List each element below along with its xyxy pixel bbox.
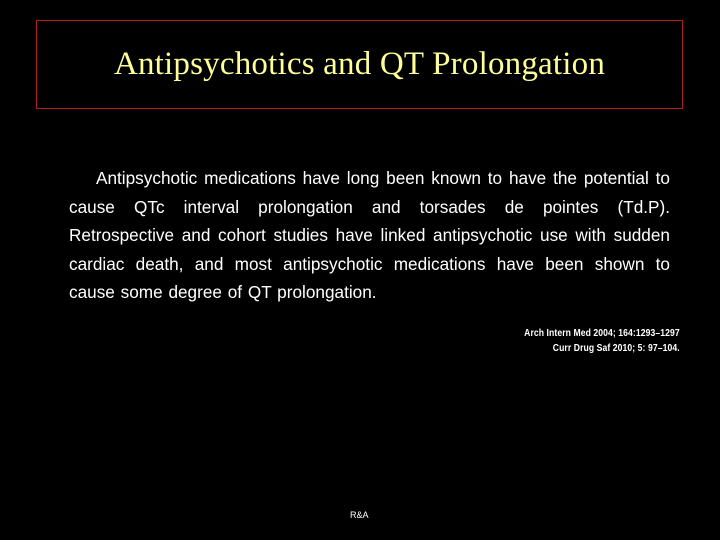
title-box [36,20,683,109]
slide-body-text: Antipsychotic medications have long been known to have the potential to cause QTc interval prolongation and torsades de pointes (Td.P). Retrospective and cohort studies have linked antipsychotic use with sudden cardiac death, and most antipsychotic medications have been shown to cause some degree of QT prolongation. [69,168,670,302]
reference-2: Curr Drug Saf 2010; 5: 97–104. [553,342,680,354]
footer-label: R&A [350,510,369,520]
reference-1: Arch Intern Med 2004; 164:1293–1297 [524,327,680,339]
references [524,326,680,356]
slide-title: Antipsychotics and QT Prolongation [113,46,606,82]
